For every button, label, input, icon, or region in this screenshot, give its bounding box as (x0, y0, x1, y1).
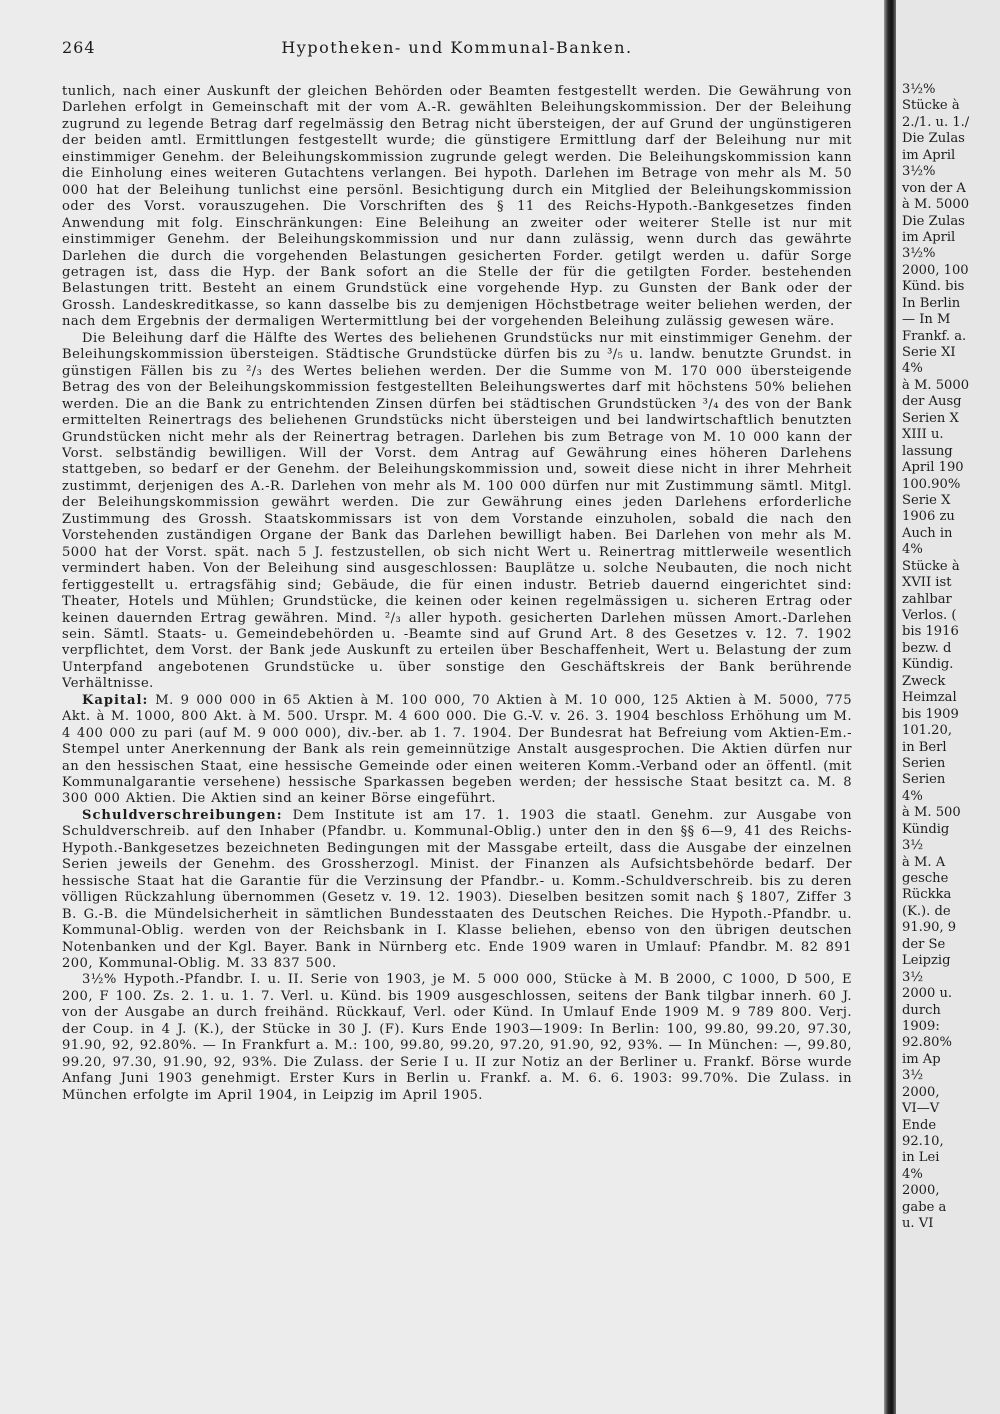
paragraph-schuldverschreibungen (62, 808, 852, 973)
next-page-line: 3½% (902, 82, 936, 97)
next-page-line: im April (902, 147, 956, 163)
body-text (62, 84, 852, 1374)
next-page-line: 1906 zu (902, 509, 955, 525)
next-page-line: Heimzal (902, 690, 957, 706)
next-page-line: In Berlin (902, 295, 961, 311)
next-page-line: bis 1909 (902, 706, 959, 722)
next-page-line: Stücke à (902, 98, 960, 114)
paragraph-kapital (62, 693, 852, 808)
next-page-line: Die Zulas (902, 213, 965, 229)
kapital-label: Kapital: (82, 692, 149, 708)
page-header (62, 38, 852, 62)
next-page-line: à M. 5000 (902, 197, 970, 213)
next-page-line: 2000, (902, 1183, 940, 1199)
next-page-line: Stücke à (902, 558, 960, 574)
next-page-line: à M. 500 (902, 805, 961, 821)
next-page-line: 3½% (902, 246, 936, 262)
next-page-text-column (902, 82, 1000, 1233)
next-page-line: Kündig. (902, 657, 954, 673)
next-page-edge (896, 0, 1000, 1414)
next-page-line: gabe a (902, 1199, 947, 1215)
next-page-line: Serie XI (902, 345, 956, 360)
next-page-line: (K.). de (902, 903, 951, 919)
next-page-line: 4% (902, 361, 923, 377)
next-page-line: zahlbar (902, 591, 952, 607)
next-page-line: 3½ (902, 1068, 924, 1084)
next-page-line: u. VI (902, 1216, 934, 1232)
next-page-line: Ende (902, 1117, 937, 1133)
next-page-line: der Se (902, 936, 946, 952)
page-number: 264 (62, 38, 96, 57)
running-title: Hypotheken- und Kommunal-Banken. (281, 38, 633, 57)
next-page-line: von der A (902, 180, 966, 196)
next-page-line: Künd. bis (902, 279, 965, 295)
next-page-line: 4% (902, 1166, 923, 1182)
next-page-line: Leipzig (902, 953, 951, 969)
next-page-line: à M. 5000 (902, 377, 970, 393)
schuldverschreibungen-label: Schuldverschreibungen: (82, 807, 283, 823)
next-page-line: Verlos. ( (902, 608, 957, 623)
next-page-line: 2./1. u. 1./ (902, 114, 970, 130)
next-page-line: 100.90% (902, 476, 961, 492)
next-page-line: lassung (902, 443, 953, 459)
next-page-line: Frankf. a. (902, 328, 967, 344)
next-page-line: 101.20, (902, 723, 952, 739)
next-page-line: — In M (902, 312, 951, 328)
next-page-line: à M. A (902, 854, 946, 870)
next-page-line: Auch in (902, 525, 953, 541)
next-page-line: Kündig (902, 821, 950, 837)
paragraph-pfandbriefe: 3½% Hypoth.-Pfandbr. I. u. II. Serie von 1903, je M. 5 000 000, Stücke à M. B 2000, C 1000, D 500, E 200, F 100. Zs. 2. 1. u. 1. 7. Verl. u. Künd. bis 1909 ausgeschlossen, seitens der Bank tilgbar innerh. 60 J. von der Ausgabe an durch freihänd. Rückkauf, Verl. oder Künd. In Umlauf Ende 1909 M. 9 789 800. Verj. der Coup. in 4 J. (K.), der Stücke in 30 J. (F). Kurs Ende 1903—1909: In Berlin: 100, 99.80, 99.20, 97.30, 91.90, 92, 92.80%. — In Frankfurt a. M.: 100, 99.80, 99.20, 97.20, 91.90, 92, 93%. — In München: —, 99.80, 99.20, 97.30, 91.90, 92, 93%. Die Zulass. der Serie I u. II zur Notiz an der Berliner u. Frankf. Börse wurde Anfang Juni 1903 genehmigt. Erster Kurs in Berlin u. Frankf. a. M. 6. 6. 1903: 99.70%. Die Zulass. in München erfolgte im April 1904, in Leipzig im April 1905. (62, 972, 852, 1103)
next-page-line: 4% (902, 542, 923, 558)
paragraph-beleihungsgrenzen: Die Beleihung darf die Hälfte des Wertes des beliehenen Grundstücks nur mit einstimmiger Genehm. der Beleihungskommission übersteigen. Städtische Grundstücke dürfen bis zu ³/₅ u. landw. benutzte Grundst. in günstigen Fällen bis zu ²/₃ des Wertes beliehen werden. Der die Summe von M. 170 000 übersteigende Betrag des von der Beleihungskommission festgestellten Beleihungswertes darf mit höchstens 50% beliehen werden. Die an die Bank zu entrichtenden Zinsen dürfen bei städtischen Grundstücken ³/₄ des von der Bank ermittelten Reinertrags des beliehenen Grundstücks nicht übersteigen und bei landwirtschaftlich benutzten Grundstücken nicht mehr als der Reinertrag betragen. Darlehen bis zum Betrage von M. 10 000 kann der Vorst. selbständig bewilligen. Will der Vorst. dem Antrag auf Gewährung eines höheren Darlehens stattgeben, so bedarf er der Genehm. der Beleihungskommission und, soweit diese nicht in ihrer Mehrheit zustimmt, derjenigen des A.-R. Darlehen von mehr als M. 100 000 dürfen nur mit Zustimmung sämtl. Mitgl. der Beleihungskommission gewährt werden. Die zur Gewährung eines jeden Darlehens erforderliche Zustimmung des Grossh. Staatskommissars ist von dem Vorstande einzuholen, sobald die nach den Vorstehenden zuständigen Organe der Bank das Darlehen bewilligt haben. Bei Darlehen von mehr als M. 5000 hat der Vorst. spät. nach 5 J. festzustellen, ob sich nicht Wert u. Reinertrag mittlerweile wesentlich vermindert haben. Von der Beleihung sind ausgeschlossen: Bauplätze u. solche Neubauten, die noch nicht fertiggestellt u. ertragsfähig sind; Gebäude, die für einen industr. Betrieb dauernd eingerichtet sind: Theater, Hotels und Mühlen; Grundstücke, die keinen oder keinen regelmässigen u. sicheren Ertrag oder keinen dauernden Ertrag gewähren. Mind. ²/₃ aller hypoth. gesicherten Darlehen müssen Amort.-Darlehen sein. Sämtl. Staats- u. Gemeindebehörden u. -Beamte sind auf Grund Art. 8 des Gesetzes v. 12. 7. 1902 verpflichtet, dem Vorst. der Bank jede Auskunft zu erteilen über Beschaffenheit, Wert u. Belastung der zum Unterpfand angebotenen Grundstücke u. über sonstige den Geschäftskreis der Bank berührende Verhältnisse. (62, 330, 852, 692)
next-page-line: April 190 (902, 460, 964, 476)
kapital-text: M. 9 000 000 in 65 Aktien à M. 100 000, 70 Aktien à M. 10 000, 125 Aktien à M. 5000, 775 Akt. à M. 1000, 800 Akt. à M. 500. Urspr. M. 4 600 000. Die G.-V. v. 26. 3. 1904 beschloss Erhöhung um M. 4 400 000 zu pari (auf M. 9 000 000), div.-ber. ab 1. 7. 1904. Der Bundesrat hat Befreiung vom Aktien-Em.-Stempel unter Anerkennung der Bank als rein gemeinnützige Anstalt ausgesprochen. Die Aktien dürfen nur an den hessischen Staat, eine hessische Gemeinde oder einen weiteren Komm.-Verband oder an öffentl. (mit Kommunalgarantie versehene) hessische Sparkassen begeben werden; der hessische Staat besitzt ca. M. 8 300 000 Aktien. Die Aktien sind an keiner Börse eingeführt. (62, 692, 852, 807)
next-page-line: der Ausg (902, 394, 962, 410)
next-page-line: XIII u. (902, 427, 944, 443)
next-page-line: 3½ (902, 969, 924, 985)
next-page-line: bezw. d (902, 640, 952, 656)
next-page-line: XVII ist (902, 575, 952, 591)
next-page-line: in Lei (902, 1150, 940, 1166)
next-page-line: 1909: (902, 1018, 940, 1034)
next-page-line: 4% (902, 788, 923, 804)
next-page-line: 92.80% (902, 1035, 952, 1051)
next-page-line: gesche (902, 871, 949, 886)
next-page-line: durch (902, 1002, 941, 1018)
paragraph-beleihung: tunlich, nach einer Auskunft der gleichen Behörden oder Beamten festgestellt werden. Die Gewährung von Darlehen erfolgt in Gemeinschaft mit der vom A.-R. gewählten Beleihungskommission. Der der Beleihung zugrund zu legende Betrag darf regelmässig den Betrag nicht übersteigen, der auf Grund der ungünstigeren der beiden amtl. Ermittlungen festgestellt wurde; die günstigere Ermittlung darf der Beleihung nur mit einstimmiger Genehm. der Beleihungskommission zugrunde gelegt werden. Die Beleihungskommission kann die Einholung eines weiteren Gutachtens verlangen. Bei hypoth. Darlehen im Betrage von mehr als M. 50 000 hat der Beleihung tunlichst eine persönl. Besichtigung durch ein Mitglied der Beleihungskommission oder des Vorst. vorauszugehen. Die Vorschriften des § 11 des Reichs-Hypoth.-Bankgesetzes finden Anwendung mit folg. Einschränkungen: Eine Beleihung an zweiter oder weiterer Stelle ist nur mit einstimmiger Genehm. der Beleihungskommission und nur dann zulässig, wenn durch das gewährte Darlehen die durch die vorgehenden Belastungen gesicherten Forder. getilgt werden u. dafür Sorge getragen ist, dass die Hyp. der Bank sofort an die Stelle der für die getilgten Forder. bestehenden Belastungen tritt. Besteht an einem Grundstück eine vorgehende Hyp. zu Gunsten der Bank oder der Grossh. Landeskreditkasse, so kann dasselbe bis zu demjenigen Höchstbetrage weiter beliehen werden, der nach dem Ergebnis der dermaligen Wertermittlung bei der vorgehenden Beleihung zulässig gewesen wäre. (62, 84, 852, 330)
next-page-line: Die Zulas (902, 131, 965, 147)
next-page-line: Serien (902, 755, 946, 771)
next-page-line: VI—V (902, 1101, 940, 1117)
next-page-line: Serien (902, 772, 946, 788)
next-page-line: 2000, (902, 1084, 940, 1100)
next-page-line: bis 1916 (902, 624, 959, 640)
book-gutter (884, 0, 896, 1414)
schuldverschreibungen-text: Dem Institute ist am 17. 1. 1903 die staatl. Genehm. zur Ausgabe von Schuldverschreib. auf den Inhaber (Pfandbr. u. Kommunal-Oblig.) unter den in den §§ 6—9, 41 des Reichs-Hypoth.-Bankgesetzes bezeichneten Bedingungen mit der Massgabe erteilt, dass die Ausgabe der einzelnen Serien jeweils der Genehm. des Grossherzogl. Minist. der Finanzen als Aufsichtsbehörde bedarf. Der hessische Staat hat die Garantie für die Verzinsung der Pfandbr.- u. Komm.-Schuldverschreib. bis zu deren völligen Rückzahlung übernommen (Gesetz v. 19. 12. 1903). Dieselben besitzen somit nach § 1807, Ziffer 3 B. G.-B. die Mündelsicherheit in sämtlichen Bundesstaaten des Deutschen Reiches. Die Hypoth.-Pfandbr. u. Kommunal-Oblig. werden von der Reichsbank in I. Klasse beliehen, ebenso von den übrigen deutschen Notenbanken und der Kgl. Bayer. Bank in Nürnberg etc. Ende 1909 waren in Umlauf: Pfandbr. M. 82 891 200, Kommunal-Oblig. M. 33 837 500. (62, 807, 852, 972)
next-page-line: Rückka (902, 887, 952, 903)
next-page-line: 3½% (902, 164, 936, 180)
next-page-line: 2000 u. (902, 986, 953, 1002)
next-page-line: im April (902, 229, 956, 245)
next-page-line: Serien X (902, 410, 959, 426)
next-page-line: 2000, 100 (902, 262, 969, 278)
next-page-line: 91.90, 9 (902, 920, 957, 936)
next-page-line: 3½ (902, 838, 924, 854)
next-page-line: im Ap (902, 1051, 941, 1067)
next-page-line: Zweck (902, 673, 946, 689)
next-page-line: in Berl (902, 739, 947, 755)
next-page-line: 92.10, (902, 1134, 944, 1149)
next-page-line: Serie X (902, 492, 951, 508)
